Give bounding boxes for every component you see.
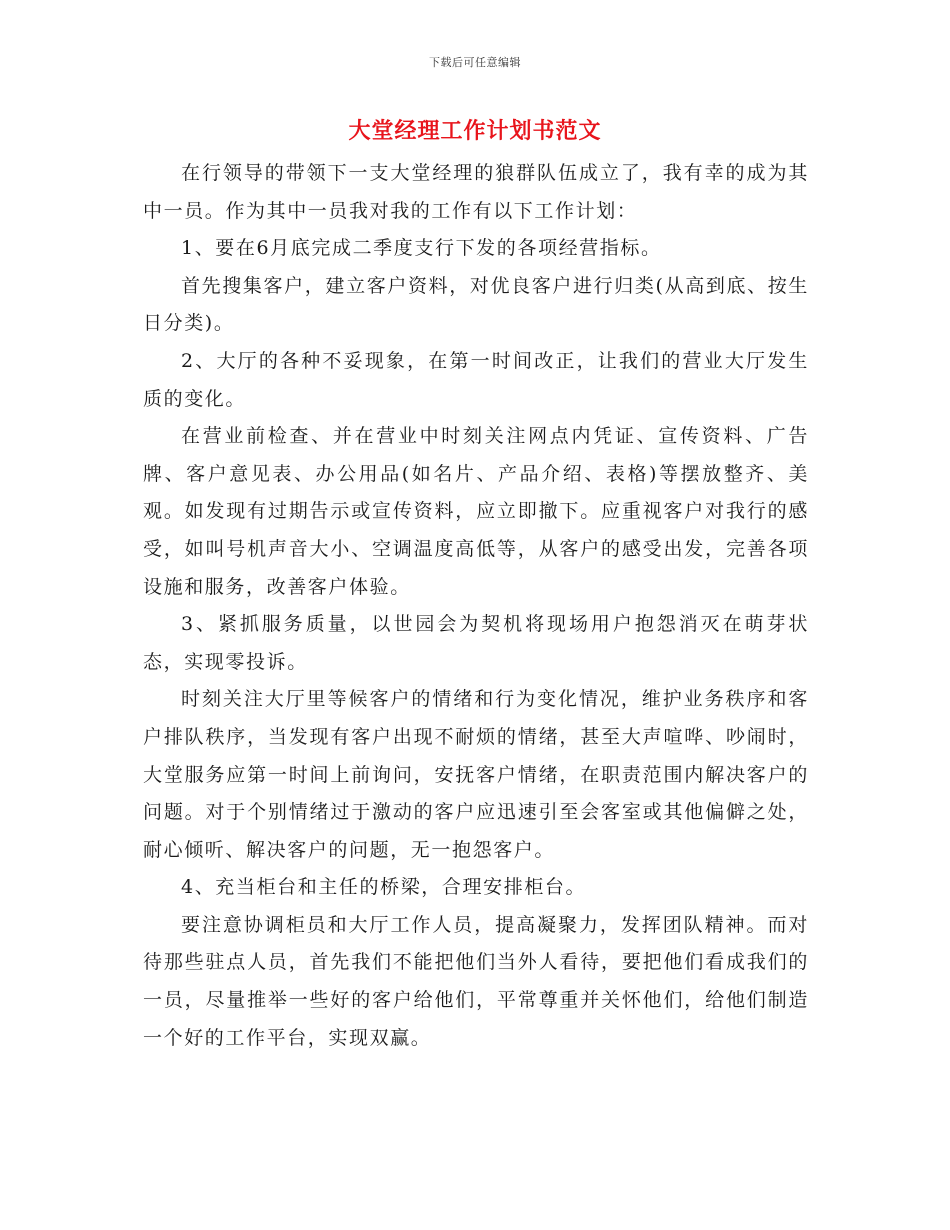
paragraph-point-1: 1、要在6月底完成二季度支行下发的各项经营指标。 <box>181 237 662 260</box>
paragraph-point-4-detail: 要注意协调柜员和大厅工作人员，提高凝聚力，发挥团队精神。而对待那些驻点人员，首先我们不能把他们当外人看待，要把他们看成我们的一员，尽量推举一些好的客户给他们，平常尊重并关怀他们，给他们制造一个好的工作平台，实现双赢。 <box>143 913 809 1049</box>
paragraph-point-2: 2、大厅的各种不妥现象，在第一时间改正，让我们的营业大厅发生质的变化。 <box>143 349 809 410</box>
header-note: 下载后可任意编辑 <box>429 56 521 69</box>
paragraph-point-4: 4、充当柜台和主任的桥梁，合理安排柜台。 <box>181 876 587 899</box>
paragraph-point-3: 3、紧抓服务质量，以世园会为契机将现场用户抱怨消灭在萌芽状态，实现零投诉。 <box>143 613 809 673</box>
paragraph-intro: 在行领导的带领下一支大堂经理的狼群队伍成立了，我有幸的成为其中一员。作为其中一员我对我的工作有以下工作计划： <box>143 162 809 222</box>
document-body <box>143 155 809 1057</box>
paragraph-point-3-detail: 时刻关注大厅里等候客户的情绪和行为变化情况，维护业务秩序和客户排队秩序，当发现有客户出现不耐烦的情绪，甚至大声喧哗、吵闹时，大堂服务应第一时间上前询问，安抚客户情绪，在职责范围内解决客户的问题。对于个别情绪过于激动的客户应迅速引至会客室或其他偏僻之处，耐心倾听、解决客户的问题，无一抱怨客户。 <box>143 688 809 861</box>
paragraph-point-2-detail: 在营业前检查、并在营业中时刻关注网点内凭证、宣传资料、广告牌、客户意见表、办公用品(如名片、产品介绍、表格)等摆放整齐、美观。如发现有过期告示或宣传资料，应立即撤下。应重视客户对我行的感受，如叫号机声音大小、空调温度高低等，从客户的感受出发，完善各项设施和服务，改善客户体验。 <box>143 425 809 598</box>
document-title: 大堂经理工作计划书范文 <box>348 118 602 144</box>
paragraph-point-1-detail: 首先搜集客户，建立客户资料，对优良客户进行归类(从高到底、按生日分类)。 <box>143 274 809 335</box>
